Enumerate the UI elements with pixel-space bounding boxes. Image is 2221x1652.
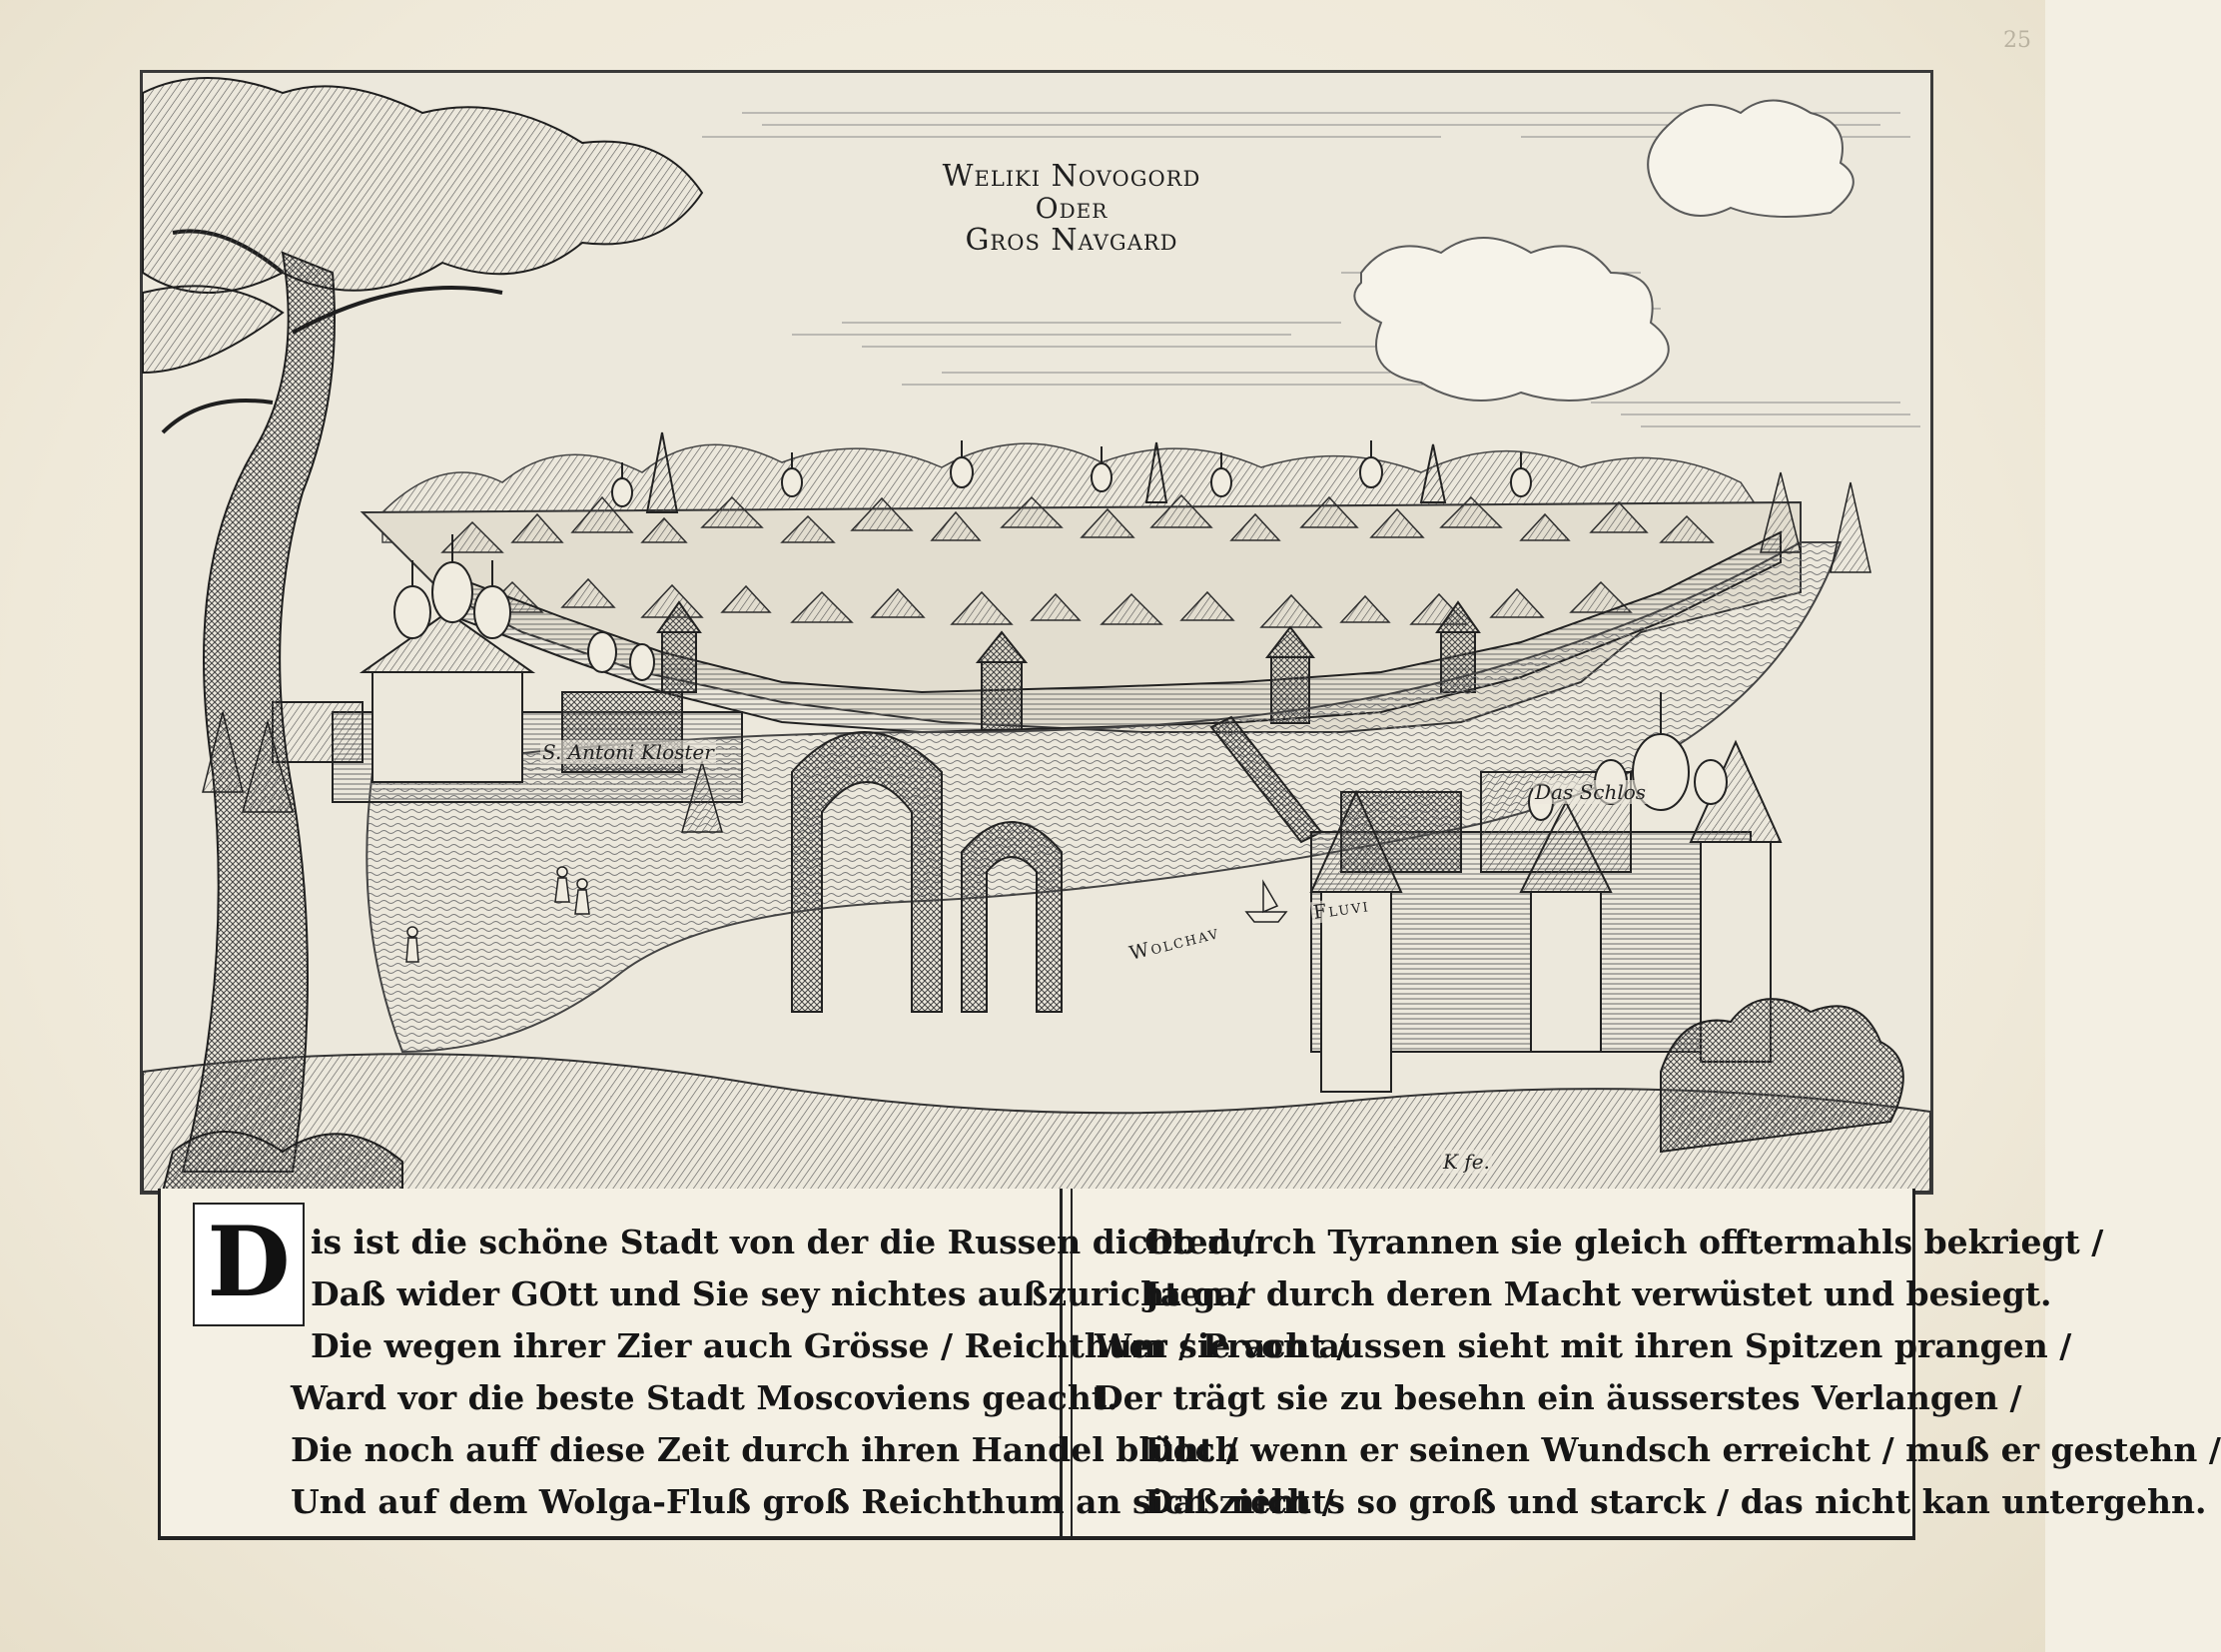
boat <box>1246 882 1286 922</box>
title-line-2: Oder <box>1035 192 1109 225</box>
verse-panel <box>158 1189 2221 1540</box>
verse-line: Daß nichts so groß und starck / das nicht kan untergehn. <box>1144 1482 2207 1521</box>
verse-left-column <box>201 1206 1349 1528</box>
verse-line: Ja gar durch deren Macht verwüstet und besiegt. <box>1144 1274 2052 1313</box>
engraver-signature: K fe. <box>1443 1150 1490 1174</box>
verse-line: Die noch auff diese Zeit durch ihren Handel blüht / <box>291 1430 1238 1469</box>
verse-right-column <box>1095 1217 2221 1528</box>
engraving-plate <box>140 70 1933 1195</box>
label-river-wolchav: Wolchav <box>1126 921 1222 965</box>
label-schlos: Das Schlos <box>1535 780 1647 804</box>
label-kloster: S. Antoni Kloster <box>542 740 714 764</box>
verse-line: Der trägt sie zu besehn ein äusserstes Verlangen / <box>1095 1378 2022 1417</box>
verse-line: is ist die schöne Stadt von der die Russen dichten / <box>311 1223 1256 1261</box>
engraving-title <box>922 161 1221 257</box>
title-line-3: Gros Navgard <box>965 223 1178 258</box>
verse-line: Wer sie von aussen sieht mit ihren Spitzen prangen / <box>1095 1326 2072 1365</box>
verse-line: Die wegen ihrer Zier auch Grösse / Reichthum / Pracht / <box>311 1326 1349 1365</box>
verse-line: Ward vor die beste Stadt Moscoviens geacht. <box>291 1378 1118 1417</box>
label-river-fluvi: Fluvi <box>1311 894 1371 924</box>
verse-line: Ob durch Tyrannen sie gleich offtermahls bekriegt / <box>1144 1223 2104 1261</box>
title-line-1: Weliki Novogord <box>942 159 1201 194</box>
verse-line: Daß wider GOtt und Sie sey nichtes außzurichten / <box>311 1274 1248 1313</box>
verse-line: Doch wenn er seinen Wundsch erreicht / muß er gestehn / <box>1144 1430 2221 1469</box>
verse-line: Und auf dem Wolga-Fluß groß Reichthum an sich zieht / <box>291 1482 1334 1521</box>
corner-mark: 25 <box>2003 28 2031 53</box>
drop-cap: D <box>193 1203 305 1326</box>
